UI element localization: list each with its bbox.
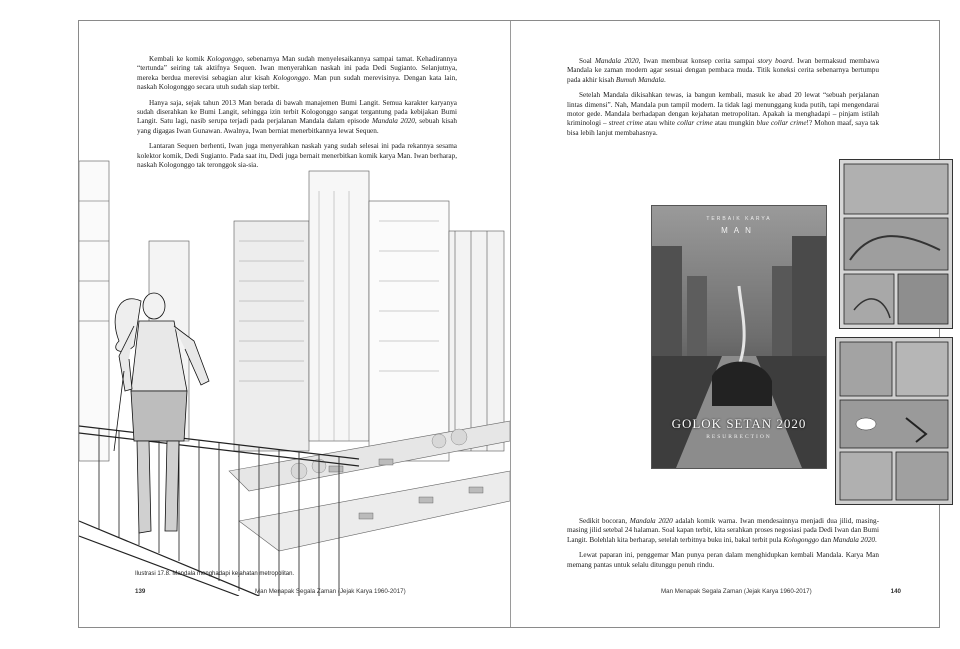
book-spread bbox=[78, 20, 940, 628]
running-title: Man Menapak Segala Zaman (Jejak Karya 1960-2017) bbox=[255, 588, 406, 595]
italic-term: collar crime bbox=[677, 119, 713, 128]
right-page-body-top bbox=[567, 57, 879, 144]
cover-subtitle: RESURRECTION bbox=[706, 434, 772, 440]
page-number: 139 bbox=[135, 588, 146, 595]
italic-term: Mandala 2020 bbox=[595, 57, 639, 65]
city-illustration bbox=[79, 141, 510, 596]
left-paragraph: Kembali ke komik Kologonggo, sebenarnya Man sudah menyelesaikannya sampai tamat. Kehadirannya “tertunda” seiring tak aktifnya Sequen. Iwan menyerahkan naskah ini pada Dedi Sugianto. Selanjutnya, mereka berdua merevisi sebagian alur kisah Kologonggo. Man pun sudah merevisinya. Dengan kata lain, naskah Kologonggo secara utuh sudah siap terbit. bbox=[137, 55, 458, 92]
comic-page-top bbox=[839, 159, 953, 329]
right-paragraph: Setelah Mandala dikisahkan tewas, ia bangun kembali, masuk ke abad 20 lewat “sebuah perjalanan lintas dimensi”. Nah, Mandala pun tampil modern. Ia tidak lagi menunggang kuda putih, tapi mengendarai motor gede. Mandala berhadapan dengan kejahatan metropolitan. Apakah ia menghadapi – pinjam istilah kriminologi – street crime atau white collar crime atau mungkin blue collar crime!? Mohon maaf, saya tak bisa lebih lanjut membahasnya. bbox=[567, 91, 879, 137]
cover-title: GOLOK SETAN 2020 bbox=[671, 416, 807, 431]
book-cover-image bbox=[651, 205, 827, 469]
page-number: 140 bbox=[890, 588, 901, 595]
left-paragraph: Lantaran Sequen berhenti, Iwan juga menyerahkan naskah yang sudah selesai ini pada rekannya sesama kolektor komik, Dedi Sugianto. Pada saat itu, Dedi juga bernait menerbitkan komik karya Man. Iwan berharap, naskah Kologonggo tak teronggok sia-sia. bbox=[137, 142, 457, 170]
running-title: Man Menapak Segala Zaman (Jejak Karya 1960-2017) bbox=[661, 588, 812, 595]
italic-term: blue collar crime bbox=[756, 119, 807, 128]
comic-page-bottom bbox=[835, 337, 953, 505]
italic-term: Mandala 2020 bbox=[832, 535, 876, 544]
cover-top-line: TERBAIK KARYA bbox=[706, 216, 772, 222]
cover-author: MAN bbox=[721, 226, 757, 235]
illustration-caption: Ilustrasi 17.8. Mandala menghadapi kejahatan metropolitan. bbox=[135, 571, 295, 577]
italic-term: street crime bbox=[608, 119, 643, 128]
right-paragraph: Soal Mandala 2020, Iwan membuat konsep cerita sampai story board. Iwan bermaksud membawa Mandala ke zaman modern agar sesuai dengan pembaca muda. Titik koneksi cerita sebenarnya bertumpu pada akhir kisah Bumuh Mandala. bbox=[567, 57, 880, 84]
right-paragraph: Lewat paparan ini, penggemar Man punya peran dalam menghidupkan kembali Mandala. Karya Man memang pantas untuk selalu ditunggu penuh rindu. bbox=[567, 551, 879, 569]
right-page bbox=[511, 21, 941, 627]
italic-term: Mandala 2020 bbox=[371, 117, 415, 126]
right-page-body-bottom bbox=[567, 517, 879, 576]
left-page bbox=[79, 21, 510, 627]
italic-term: story board bbox=[757, 57, 793, 65]
italic-term: Mandala 2020 bbox=[629, 517, 673, 525]
right-paragraph: Sedikit bocoran, Mandala 2020 adalah komik warna. Iwan mendesainnya menjadi dua jilid, masing-masing jilid setebal 24 halaman. Soal kapan terbit, kita serahkan proses negosiasi pada Dedi Iwan dan Bumi Langit. Bolehlah kita berharap, setelah terbitnya buku ini, bakal terbit pula Kologonggo dan Mandala 2020. bbox=[567, 517, 880, 544]
italic-term: Kologonggo bbox=[783, 535, 819, 544]
left-page-body bbox=[137, 55, 457, 176]
left-paragraph: Hanya saja, sejak tahun 2013 Man berada di bawah manajemen Bumi Langit. Semua karakter karyanya sudah diserahkan ke Bumi Langit, sehingga izin terbit Kologonggo sangat tergantung pada kebijakan Bumi Langit. Satu lagi, nasib serupa terjadi pada perjalanan Mandala dalam episode Mandala 2020, sebuah kisah yang digagas Iwan Gunawan. Awalnya, Iwan berniat menerbitkannya lewat Sequen. bbox=[137, 98, 457, 135]
italic-term: Kologonggo bbox=[207, 55, 243, 63]
italic-term: Bumuh Mandala bbox=[615, 75, 665, 84]
italic-term: Kologonggo bbox=[272, 73, 309, 82]
